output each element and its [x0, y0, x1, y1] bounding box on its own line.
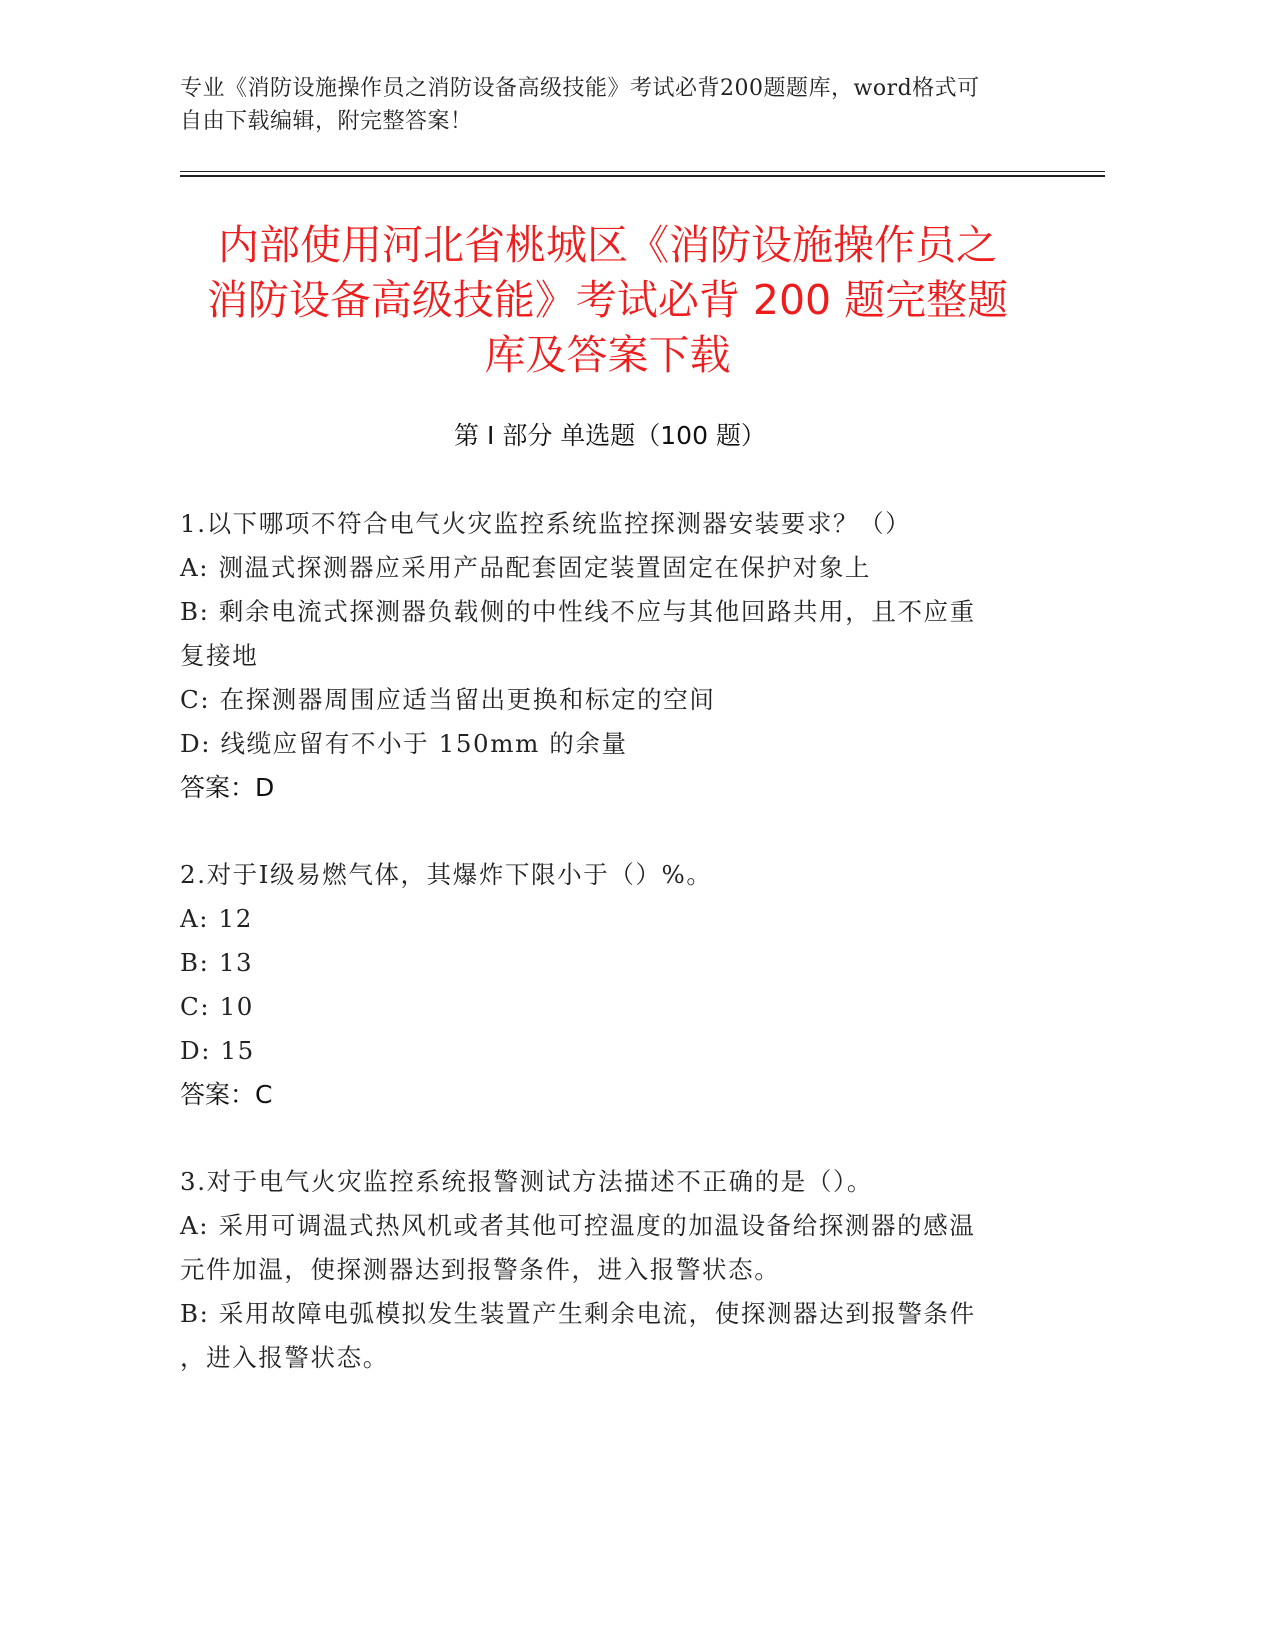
option-a: A: 测温式探测器应采用产品配套固定装置固定在保护对象上 — [180, 553, 872, 582]
option-b-line-2: ，进入报警状态。 — [180, 1343, 389, 1372]
title-line-2: 消防设备高级技能》考试必背 200 题完整题 — [206, 276, 1009, 324]
question-1 — [180, 502, 1030, 810]
question-stem: 1.以下哪项不符合电气火灾监控系统监控探测器安装要求？（） — [180, 509, 912, 538]
option-a-line-2: 元件加温，使探测器达到报警条件，进入报警状态。 — [180, 1255, 781, 1284]
header-note-line-1: 专业《消防设施操作员之消防设备高级技能》考试必背200题题库，word格式可 — [180, 76, 980, 101]
answer-key: 答案：D — [180, 773, 275, 802]
answer-key: 答案：C — [180, 1080, 273, 1109]
title-line-1: 内部使用河北省桃城区《消防设施操作员之 — [218, 221, 997, 269]
option-a: A: 12 — [180, 904, 253, 933]
option-b-line-1: B: 采用故障电弧模拟发生装置产生剩余电流，使探测器达到报警条件 — [180, 1299, 976, 1328]
option-b: B: 13 — [180, 948, 254, 977]
header-rule-thin — [180, 171, 1105, 172]
question-2 — [180, 853, 1030, 1117]
option-c: C: 10 — [180, 992, 254, 1021]
question-stem: 2.对于Ⅰ级易燃气体，其爆炸下限小于（）%。 — [180, 860, 713, 889]
option-d: D: 15 — [180, 1036, 255, 1065]
header-note-line-2: 自由下载编辑，附完整答案！ — [180, 109, 473, 134]
option-d: D: 线缆应留有不小于 150mm 的余量 — [180, 729, 628, 758]
document-title — [150, 218, 1065, 383]
question-stem: 3.对于电气火灾监控系统报警测试方法描述不正确的是（）。 — [180, 1167, 873, 1196]
header-rule-thick — [180, 175, 1105, 177]
question-3 — [180, 1160, 1030, 1380]
question-list — [180, 502, 1030, 1423]
option-b-line-2: 复接地 — [180, 641, 259, 670]
section-heading: 第 I 部分 单选题（100 题） — [454, 421, 766, 450]
option-c: C: 在探测器周围应适当留出更换和标定的空间 — [180, 685, 716, 714]
option-b-line-1: B: 剩余电流式探测器负载侧的中性线不应与其他回路共用，且不应重 — [180, 597, 976, 626]
option-a-line-1: A: 采用可调温式热风机或者其他可控温度的加温设备给探测器的感温 — [180, 1211, 976, 1240]
title-line-3: 库及答案下载 — [484, 331, 731, 379]
header-note — [180, 72, 1060, 138]
